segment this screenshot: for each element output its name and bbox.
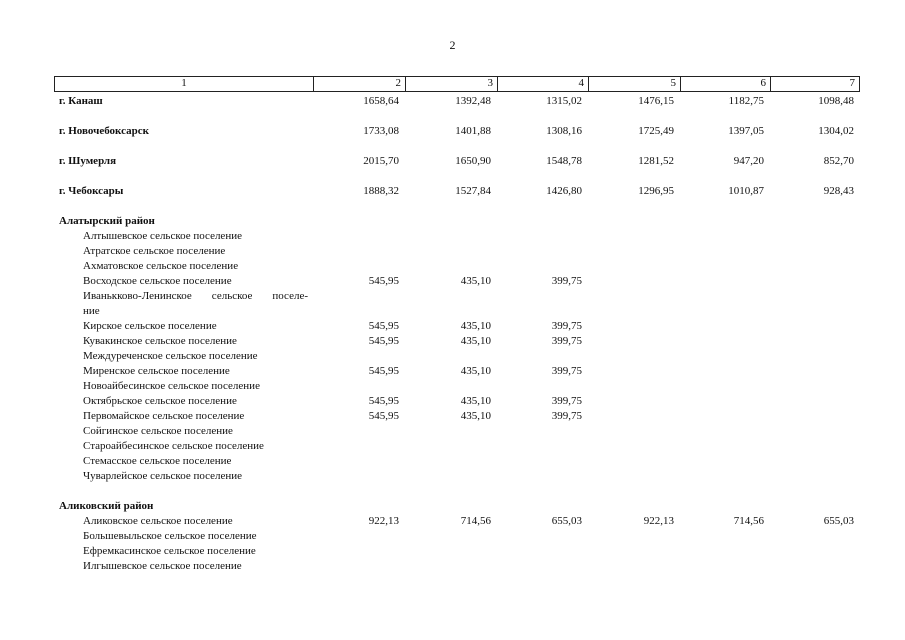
row-value-col-5 — [588, 214, 680, 229]
table-row — [54, 274, 860, 289]
row-value-col-5 — [588, 544, 680, 559]
row-value-col-7 — [770, 304, 860, 319]
row-value-col-4 — [497, 424, 588, 439]
table-group-row — [54, 184, 860, 199]
table-row — [54, 229, 860, 244]
row-value-col-6 — [680, 214, 770, 229]
row-value-col-3: 714,56 — [460, 515, 491, 527]
row-value-col-3 — [405, 214, 497, 229]
header-col-7: 7 — [770, 77, 860, 91]
row-value-col-6 — [680, 529, 770, 544]
row-value-col-5 — [588, 424, 680, 439]
row-value-col-7: 928,43 — [823, 185, 854, 197]
table-header — [54, 76, 860, 92]
row-value-col-6: 1397,05 — [728, 125, 764, 137]
row-spacer — [54, 139, 860, 154]
row-value-col-4: 1426,80 — [546, 185, 582, 197]
row-value-col-2 — [313, 244, 405, 259]
row-value-col-6 — [680, 409, 770, 424]
row-value-col-7 — [770, 379, 860, 394]
row-value-col-3: 435,10 — [460, 275, 491, 287]
table-group-row — [54, 154, 860, 169]
row-label: Староайбесинское сельское поселение — [83, 440, 264, 452]
row-value-col-6 — [680, 394, 770, 409]
row-value-col-7 — [770, 409, 860, 424]
row-spacer — [54, 484, 860, 499]
table-group-row — [54, 214, 860, 229]
row-label: Иванькково-Ленинское сельское поселе- — [83, 290, 308, 302]
page-number: 2 — [449, 38, 456, 52]
row-value-col-6 — [680, 349, 770, 364]
row-value-col-3 — [405, 259, 497, 274]
row-value-col-3: 1527,84 — [455, 185, 491, 197]
row-value-col-4: 655,03 — [551, 515, 582, 527]
row-value-col-3 — [405, 529, 497, 544]
row-value-col-2 — [313, 349, 405, 364]
row-value-col-2: 545,95 — [368, 410, 399, 422]
row-value-col-5 — [588, 379, 680, 394]
row-value-col-2 — [313, 469, 405, 484]
row-value-col-3: 1650,90 — [455, 155, 491, 167]
row-value-col-4 — [492, 289, 583, 304]
row-value-col-2 — [313, 229, 405, 244]
row-label: Алтышевское сельское поселение — [83, 230, 242, 242]
row-value-col-7 — [765, 289, 855, 304]
row-value-col-4 — [497, 349, 588, 364]
table-row — [54, 514, 860, 529]
row-value-col-3 — [405, 349, 497, 364]
row-spacer — [54, 199, 860, 214]
row-value-col-2: 545,95 — [368, 320, 399, 332]
row-value-col-6 — [680, 424, 770, 439]
row-value-col-2 — [313, 529, 405, 544]
row-value-col-4 — [497, 244, 588, 259]
row-label: Ефремкасинское сельское поселение — [83, 545, 256, 557]
row-value-col-5 — [588, 529, 680, 544]
row-value-col-5 — [588, 469, 680, 484]
row-value-col-6 — [680, 439, 770, 454]
row-label: Восходское сельское поселение — [83, 275, 232, 287]
header-col-1: 1 — [54, 77, 313, 91]
row-value-col-7 — [770, 529, 860, 544]
row-value-col-2 — [313, 454, 405, 469]
row-value-col-5 — [588, 439, 680, 454]
row-value-col-6 — [680, 544, 770, 559]
row-value-col-7 — [770, 244, 860, 259]
header-col-5: 5 — [588, 77, 680, 91]
row-value-col-3 — [400, 289, 492, 304]
row-value-col-3: 435,10 — [460, 320, 491, 332]
row-label: Кувакинское сельское поселение — [83, 335, 237, 347]
row-label: Алатырский район — [59, 215, 155, 227]
row-value-col-6 — [675, 289, 765, 304]
row-label: Миренское сельское поселение — [83, 365, 230, 377]
row-label: Аликовское сельское поселение — [83, 515, 233, 527]
row-value-col-3 — [405, 454, 497, 469]
row-value-col-7 — [770, 319, 860, 334]
row-value-col-2: 1888,32 — [363, 185, 399, 197]
row-value-col-7 — [770, 469, 860, 484]
row-label: Стемасское сельское поселение — [83, 455, 232, 467]
row-label: г. Новочебоксарск — [59, 125, 149, 137]
row-label: г. Канаш — [59, 95, 103, 107]
row-value-col-7 — [770, 229, 860, 244]
table-row — [54, 559, 860, 574]
row-label: Ахматовское сельское поселение — [83, 260, 239, 272]
row-value-col-7 — [770, 499, 860, 514]
table-row — [54, 379, 860, 394]
row-value-col-4 — [497, 529, 588, 544]
row-value-col-3 — [405, 469, 497, 484]
header-col-4: 4 — [497, 77, 588, 91]
row-value-col-6 — [680, 244, 770, 259]
table-group-row — [54, 124, 860, 139]
row-value-col-4 — [497, 559, 588, 574]
table-row — [54, 349, 860, 364]
row-value-col-6 — [680, 319, 770, 334]
row-value-col-3: 435,10 — [460, 395, 491, 407]
table-row — [54, 544, 860, 559]
row-value-col-4 — [497, 379, 588, 394]
row-value-col-6 — [680, 379, 770, 394]
row-label: Атратское сельское поселение — [83, 245, 226, 257]
row-value-col-5 — [588, 304, 680, 319]
row-value-col-7: 1304,02 — [818, 125, 854, 137]
row-value-col-4: 399,75 — [551, 410, 582, 422]
table-row — [54, 469, 860, 484]
row-value-col-2: 545,95 — [368, 335, 399, 347]
tariff-table — [54, 76, 860, 574]
row-value-col-6 — [680, 274, 770, 289]
row-value-col-5 — [588, 364, 680, 379]
row-value-col-3 — [405, 379, 497, 394]
table-body — [54, 94, 860, 574]
row-label: г. Чебоксары — [59, 185, 124, 197]
row-label: Чуварлейское сельское поселение — [83, 470, 243, 482]
row-value-col-6 — [680, 259, 770, 274]
row-value-col-6: 714,56 — [733, 515, 764, 527]
row-value-col-2: 1733,08 — [363, 125, 399, 137]
row-value-col-2 — [313, 304, 405, 319]
row-value-col-7 — [770, 214, 860, 229]
row-value-col-6 — [680, 499, 770, 514]
row-label: Октябрьское сельское поселение — [83, 395, 237, 407]
row-value-col-3 — [405, 499, 497, 514]
row-value-col-5: 922,13 — [643, 515, 674, 527]
row-value-col-4: 399,75 — [551, 275, 582, 287]
row-label: Илгышевское сельское поселение — [83, 560, 242, 572]
header-col-2: 2 — [313, 77, 405, 91]
header-col-3: 3 — [405, 77, 497, 91]
row-value-col-7 — [770, 454, 860, 469]
row-value-col-7 — [770, 334, 860, 349]
row-value-col-4: 399,75 — [551, 395, 582, 407]
row-value-col-4 — [497, 259, 588, 274]
row-value-col-4 — [497, 454, 588, 469]
row-value-col-4 — [497, 304, 588, 319]
row-label: Первомайское сельское поселение — [83, 410, 245, 422]
row-value-col-2 — [313, 214, 405, 229]
row-value-col-2: 922,13 — [368, 515, 399, 527]
row-value-col-2 — [313, 259, 405, 274]
row-value-col-5 — [588, 259, 680, 274]
row-value-col-3: 435,10 — [460, 365, 491, 377]
row-value-col-5 — [588, 229, 680, 244]
row-value-col-7 — [770, 349, 860, 364]
row-value-col-5 — [588, 334, 680, 349]
table-row — [54, 259, 860, 274]
row-value-col-5 — [588, 559, 680, 574]
row-label: Сойгинское сельское поселение — [83, 425, 233, 437]
row-value-col-2 — [313, 559, 405, 574]
row-value-col-5: 1476,15 — [638, 95, 674, 107]
row-value-col-7: 655,03 — [823, 515, 854, 527]
row-value-col-6 — [680, 559, 770, 574]
row-label: Новоайбесинское сельское поселение — [83, 380, 260, 392]
row-value-col-2 — [313, 379, 405, 394]
row-value-col-3 — [405, 424, 497, 439]
row-spacer — [54, 169, 860, 184]
row-value-col-4: 1308,16 — [546, 125, 582, 137]
row-value-col-7 — [770, 424, 860, 439]
row-value-col-3 — [405, 544, 497, 559]
row-value-col-7 — [770, 259, 860, 274]
row-value-col-4: 1548,78 — [546, 155, 582, 167]
row-value-col-5 — [588, 394, 680, 409]
row-value-col-3 — [405, 439, 497, 454]
row-value-col-3 — [405, 304, 497, 319]
row-value-col-2: 545,95 — [368, 275, 399, 287]
table-row — [54, 529, 860, 544]
table-row — [54, 364, 860, 379]
row-value-col-5: 1296,95 — [638, 185, 674, 197]
row-value-col-3 — [405, 229, 497, 244]
table-row — [54, 289, 860, 304]
row-value-col-2: 545,95 — [368, 365, 399, 377]
table-row — [54, 409, 860, 424]
row-value-col-6 — [680, 364, 770, 379]
row-value-col-5 — [588, 454, 680, 469]
row-value-col-6: 947,20 — [733, 155, 764, 167]
row-value-col-6 — [680, 469, 770, 484]
row-value-col-4 — [497, 439, 588, 454]
row-label: Аликовский район — [59, 500, 154, 512]
row-value-col-4 — [497, 214, 588, 229]
row-value-col-6: 1010,87 — [728, 185, 764, 197]
row-value-col-3: 435,10 — [460, 335, 491, 347]
row-value-col-7 — [770, 364, 860, 379]
row-value-col-4 — [497, 229, 588, 244]
row-value-col-5 — [588, 499, 680, 514]
row-value-col-2 — [313, 499, 405, 514]
row-value-col-2 — [308, 289, 400, 304]
table-row — [54, 439, 860, 454]
row-value-col-7 — [770, 439, 860, 454]
row-value-col-2: 1658,64 — [363, 95, 399, 107]
row-value-col-4 — [497, 499, 588, 514]
row-value-col-5: 1281,52 — [638, 155, 674, 167]
row-value-col-2: 545,95 — [368, 395, 399, 407]
row-value-col-4: 399,75 — [551, 335, 582, 347]
row-value-col-7 — [770, 544, 860, 559]
row-value-col-7: 852,70 — [823, 155, 854, 167]
row-value-col-4: 399,75 — [551, 320, 582, 332]
table-row — [54, 244, 860, 259]
row-value-col-3: 1401,88 — [455, 125, 491, 137]
table-group-row — [54, 499, 860, 514]
row-value-col-2 — [313, 424, 405, 439]
table-row — [54, 424, 860, 439]
row-value-col-4 — [497, 544, 588, 559]
row-value-col-5 — [588, 349, 680, 364]
table-row — [54, 334, 860, 349]
row-value-col-4 — [497, 469, 588, 484]
row-value-col-4: 1315,02 — [546, 95, 582, 107]
row-label: ние — [83, 305, 100, 317]
row-label: Кирское сельское поселение — [83, 320, 217, 332]
row-value-col-6 — [680, 334, 770, 349]
row-value-col-5 — [588, 319, 680, 334]
row-value-col-3 — [405, 559, 497, 574]
row-value-col-3 — [405, 244, 497, 259]
table-row — [54, 304, 860, 319]
row-value-col-2 — [313, 439, 405, 454]
row-value-col-7 — [770, 394, 860, 409]
row-value-col-7 — [770, 559, 860, 574]
row-value-col-3: 435,10 — [460, 410, 491, 422]
row-value-col-7 — [770, 274, 860, 289]
row-value-col-7: 1098,48 — [818, 95, 854, 107]
row-value-col-4: 399,75 — [551, 365, 582, 377]
row-value-col-6 — [680, 304, 770, 319]
table-group-row — [54, 94, 860, 109]
table-row — [54, 394, 860, 409]
table-row — [54, 454, 860, 469]
row-value-col-6 — [680, 229, 770, 244]
row-label: г. Шумерля — [59, 155, 117, 167]
header-col-6: 6 — [680, 77, 770, 91]
row-value-col-5 — [588, 274, 680, 289]
row-value-col-5 — [583, 289, 675, 304]
row-value-col-5 — [588, 244, 680, 259]
row-value-col-2 — [313, 544, 405, 559]
row-label: Междуреченское сельское поселение — [83, 350, 258, 362]
table-row — [54, 319, 860, 334]
row-value-col-2: 2015,70 — [363, 155, 399, 167]
row-value-col-3: 1392,48 — [455, 95, 491, 107]
row-value-col-5: 1725,49 — [638, 125, 674, 137]
row-spacer — [54, 109, 860, 124]
row-label: Большевыльское сельское поселение — [83, 530, 257, 542]
row-value-col-6: 1182,75 — [728, 95, 764, 107]
row-value-col-5 — [588, 409, 680, 424]
row-value-col-6 — [680, 454, 770, 469]
